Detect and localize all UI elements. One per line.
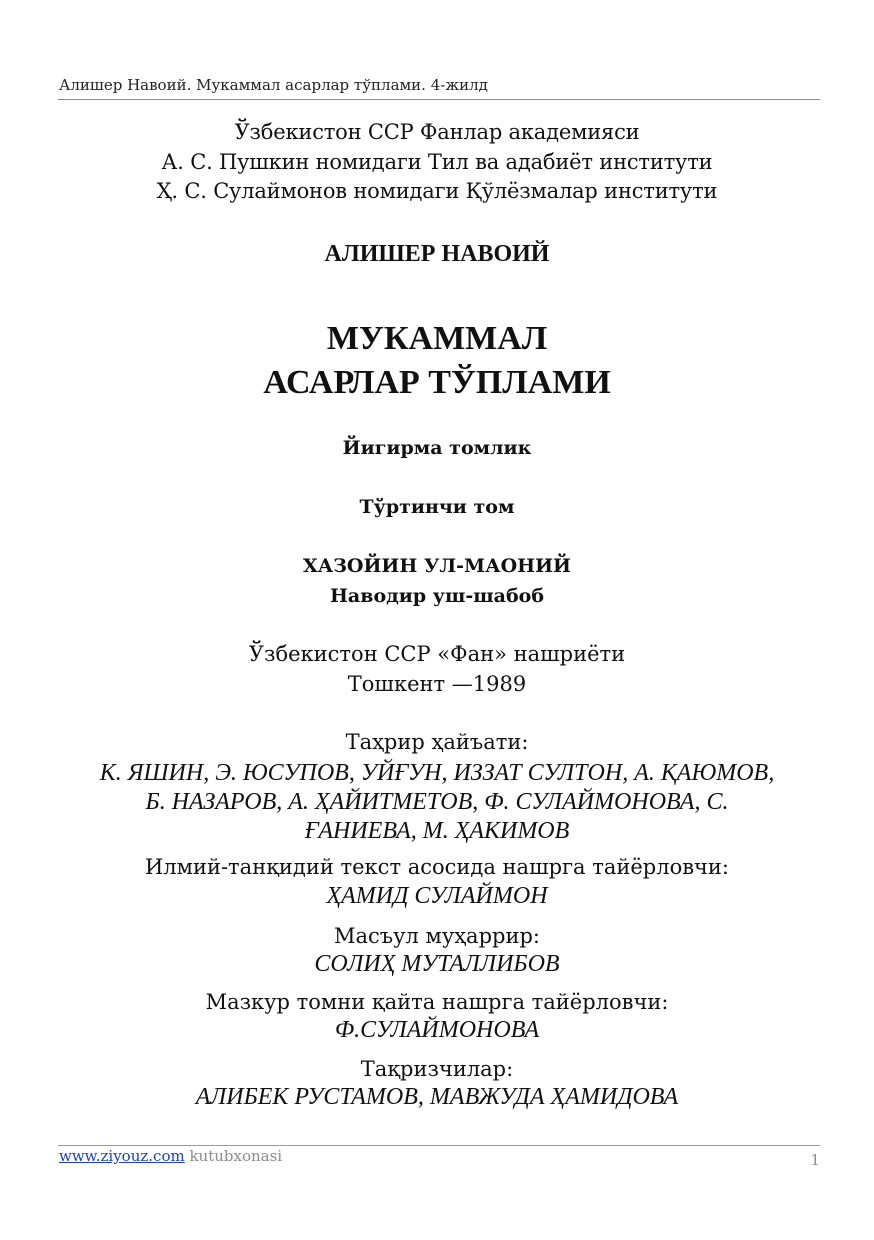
responsible-editor-label: Масъул муҳаррир: (334, 924, 540, 948)
page-number: 1 (810, 1151, 820, 1169)
editorial-board-members: К. ЯШИН, Э. ЮСУПОВ, УЙҒУН, ИЗЗАТ СУЛТОН, А. ҚАЮМОВ, Б. НАЗАРОВ, А. ҲАЙИТМЕТОВ, Ф. СУЛАЙМОНОВА, С. ҒАНИЕВА, М. ҲАКИМОВ (99, 760, 775, 844)
volume-label: Тўртинчи том (359, 496, 515, 518)
critical-text-label: Илмий-танқидий текст асосида нашрга тайёрловчи: (144, 855, 729, 879)
work-title: ХАЗОЙИН УЛ-МАОНИЙ (303, 555, 571, 577)
author-name: АЛИШЕР НАВОИЙ (324, 241, 550, 267)
critical-text-preparer: ҲАМИД СУЛАЙМОН (326, 883, 548, 909)
responsible-editor-name: СОЛИҲ МУТАЛЛИБОВ (314, 951, 560, 977)
reviewers-names: АЛИБЕК РУСТАМОВ, МАВЖУДА ҲАМИДОВА (195, 1084, 679, 1110)
footer-divider (58, 1145, 820, 1146)
reprint-preparer-name: Ф.СУЛАЙМОНОВА (334, 1017, 540, 1043)
institution-pushkin: А. С. Пушкин номидаги Тил ва адабиёт институти (161, 150, 713, 174)
work-subtitle: Наводир уш-шабоб (329, 585, 544, 607)
ziyouz-link[interactable]: www.ziyouz.com (59, 1147, 185, 1165)
editorial-board-label: Таҳрир ҳайъати: (345, 730, 529, 754)
footer-suffix: kutubxonasi (184, 1147, 283, 1165)
footer-source (59, 1147, 282, 1165)
running-header: Алишер Навоий. Мукаммал асарлар тўплами. 4-жилд (59, 76, 488, 94)
institution-academy: Ўзбекистон ССР Фанлар академияси (234, 120, 640, 144)
title-line-2: АСАРЛАР ТЎПЛАМИ (263, 364, 611, 401)
institution-manuscripts: Ҳ. С. Сулаймонов номидаги Қўлёзмалар институти (156, 179, 718, 203)
reprint-preparer-label: Мазкур томни қайта нашрга тайёрловчи: (205, 990, 669, 1014)
title-line-1: МУКАММАЛ (326, 320, 548, 357)
reviewers-label: Тақризчилар: (360, 1057, 514, 1081)
edition-label: Йигирма томлик (342, 437, 532, 459)
publisher-name: Ўзбекистон ССР «Фан» нашриёти (248, 642, 626, 666)
header-divider (58, 99, 820, 100)
publisher-place-year: Тошкент —1989 (347, 672, 527, 696)
